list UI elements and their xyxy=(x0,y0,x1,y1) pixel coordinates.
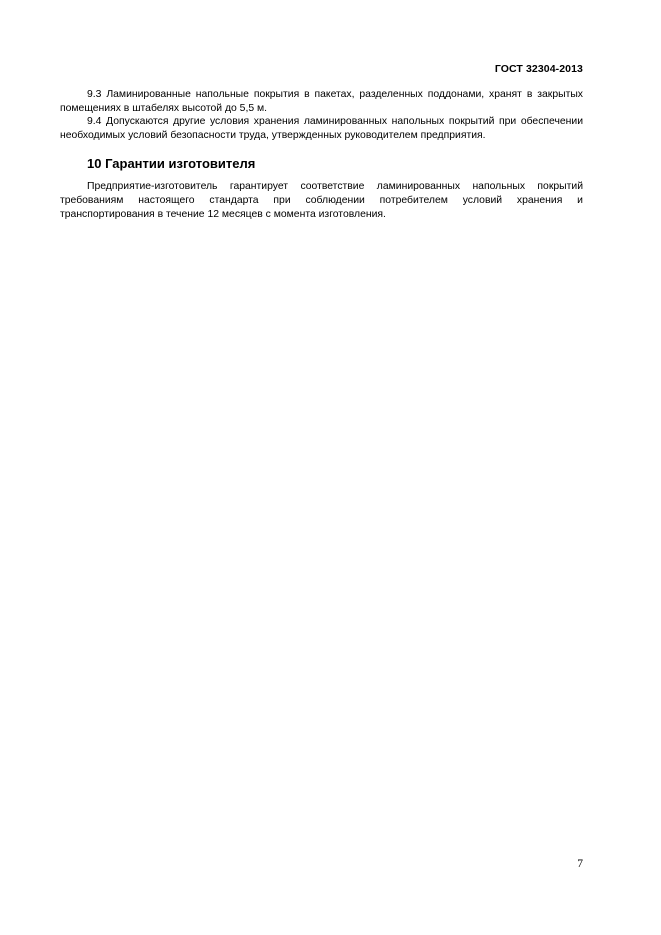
paragraph-10: Предприятие-изготовитель гарантирует соответствие ламинированных напольных покрытий требованиям настоящего стандарта при соблюдении потребителем условий хранения и транспортирования в течение 12 месяцев с момента изготовления. xyxy=(60,181,583,220)
page-content xyxy=(60,88,583,221)
page-number: 7 xyxy=(577,858,583,870)
section-10-heading: 10 Гарантии изготовителя xyxy=(87,156,256,172)
document-code: ГОСТ 32304-2013 xyxy=(494,63,583,75)
paragraph-9-3: 9.3 Ламинированные напольные покрытия в пакетах, разделенных поддонами, хранят в закрытых помещениях в штабелях высотой до 5,5 м. xyxy=(60,89,583,114)
paragraph-9-4: 9.4 Допускаются другие условия хранения ламинированных напольных покрытий при обеспечении необходимых условий безопасности труда, утвержденных руководителем предприятия. xyxy=(60,116,583,141)
